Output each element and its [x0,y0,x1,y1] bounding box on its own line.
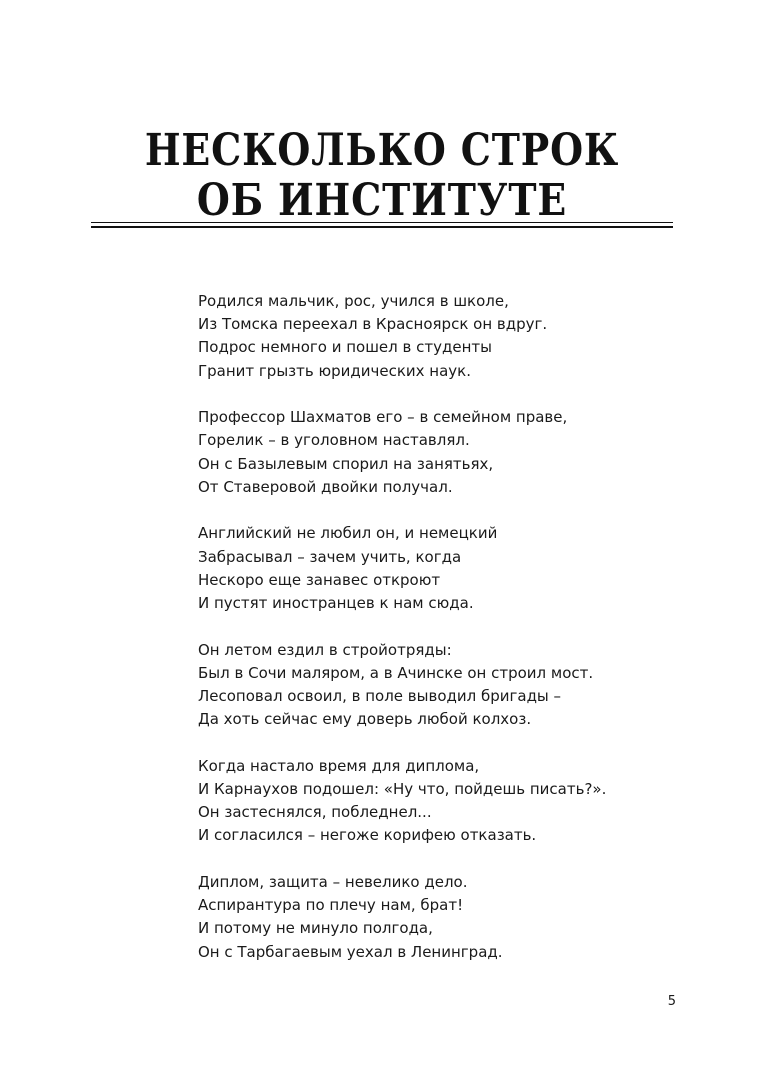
verse-line: Когда настало время для диплома, [198,756,480,775]
verse-line: Лесоповал освоил, в поле выводил бригады – [198,687,562,706]
verse-line: Гранит грызть юридических наук. [198,361,472,380]
verse-line: Аспирантура по плечу нам, брат! [198,896,464,915]
verse-line: Из Томска переехал в Красноярск он вдруг. [198,315,548,334]
verse-line: Он летом ездил в стройотряды: [198,640,452,659]
verse-line: Забрасывал – зачем учить, когда [198,547,462,566]
verse-line: Да хоть сейчас ему доверь любой колхоз. [198,710,532,729]
verse-line: Нескоро еще занавес откроют [198,570,441,589]
stanza-2 [198,406,678,499]
poem-body [198,290,678,964]
stanza-1 [198,290,678,383]
stanza-6 [198,871,678,964]
title-line-2: ОБ ИНСТИТУТЕ [196,175,568,226]
verse-line: Он с Базылевым спорил на занятьях, [198,454,494,473]
verse-line: И пустят иностранцев к нам сюда. [198,594,474,613]
title-line-1: НЕСКОЛЬКО СТРОК [144,125,620,176]
verse-line: Он с Тарбагаевым уехал в Ленинград. [198,942,503,961]
page-number: 5 [667,994,676,1009]
stanza-5 [198,755,678,848]
page-title [53,126,710,226]
title-divider-thin [91,222,673,223]
verse-line: Английский не любил он, и немецкий [198,524,498,543]
verse-line: Профессор Шахматов его – в семейном праве, [198,408,568,427]
verse-line: Горелик – в уголовном наставлял. [198,431,470,450]
verse-line: Родился мальчик, рос, учился в школе, [198,292,509,310]
verse-line: Диплом, защита – невелико дело. [198,873,468,892]
verse-line: От Ставеровой двойки получал. [198,477,453,496]
title-divider-thick [91,226,673,228]
verse-line: Подрос немного и пошел в студенты [198,338,492,357]
verse-line: Он застеснялся, побледнел... [198,803,432,822]
stanza-4 [198,639,678,732]
stanza-3 [198,522,678,615]
verse-line: Был в Сочи маляром, а в Ачинске он строил мост. [198,663,594,682]
verse-line: И потому не минуло полгода, [198,919,433,938]
verse-line: И Карнаухов подошел: «Ну что, пойдешь писать?». [198,780,607,799]
verse-line: И согласился – негоже корифею отказать. [198,826,537,845]
